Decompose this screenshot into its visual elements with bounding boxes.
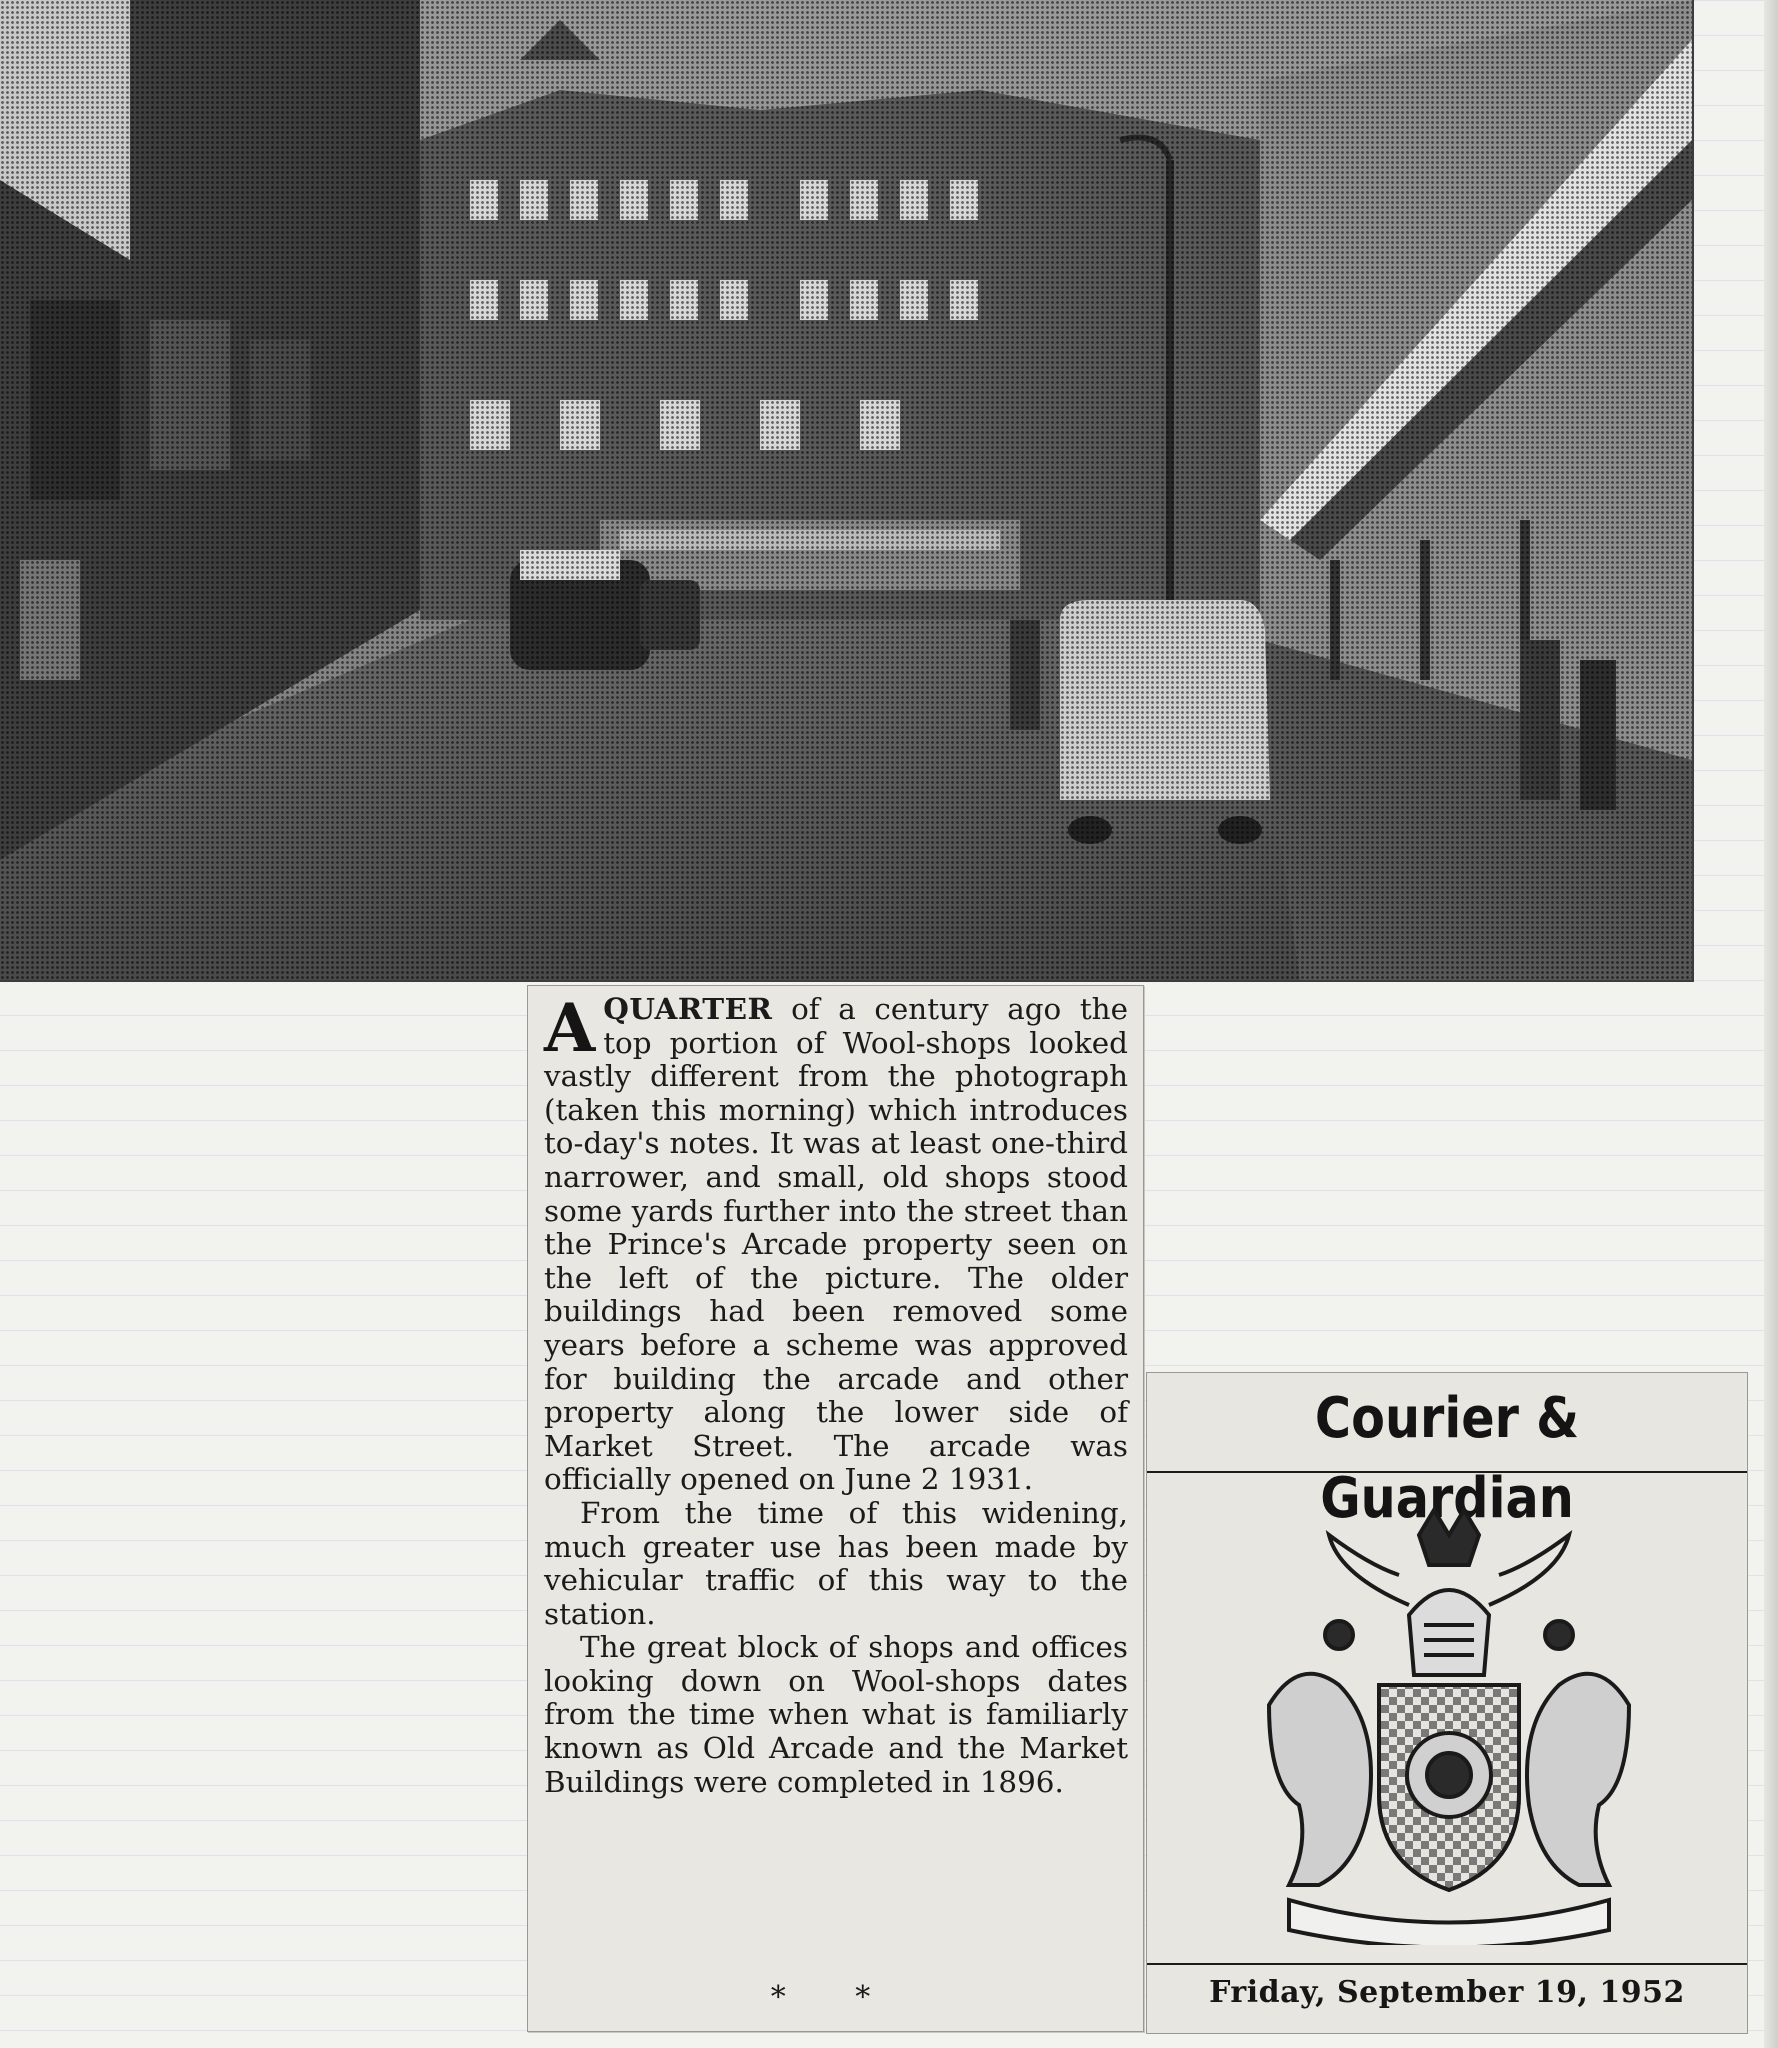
- street-scene-illustration: [0, 0, 1692, 980]
- street-photograph: [0, 0, 1694, 982]
- masthead-clipping: [1146, 1372, 1748, 2034]
- page-edge: [1764, 0, 1778, 2048]
- lead-word: QUARTER: [603, 991, 773, 1026]
- newspaper-title: Courier & Guardian: [1314, 1386, 1580, 1531]
- drop-cap: A: [544, 989, 596, 1067]
- masthead-rule: [1147, 1963, 1747, 1965]
- article-body: [544, 989, 1128, 1799]
- article-paragraph: [544, 989, 1128, 1497]
- masthead-rule: [1147, 1471, 1747, 1473]
- article-paragraph: From the time of this widening, much greater use has been made by vehicular traffic of this way to the station.: [544, 1495, 1128, 1631]
- section-separator: * *: [770, 1980, 901, 2015]
- paragraph-text: of a century ago the top portion of Wool-shops looked vastly different from the photograph (taken this morning) which introduces to-day's notes. It was at least one-third narrower, and small, old shops stood some yards further into the street than the Prince's Arcade property seen on the left of the picture. The older buildings had been removed some years before a scheme was approved for building the arcade and other property along the lower side of Market Street. The arcade was officially opened on June 2 1931.: [544, 992, 1128, 1497]
- publication-date: Friday, September 19, 1952: [1209, 1975, 1685, 2010]
- article-paragraph: The great block of shops and offices looking down on Wool-shops dates from the time when what is familiarly known as Old Arcade and the Market Buildings were completed in 1896.: [544, 1630, 1128, 1799]
- article-clipping: [527, 985, 1144, 2032]
- coat-of-arms-icon: [1229, 1505, 1669, 1945]
